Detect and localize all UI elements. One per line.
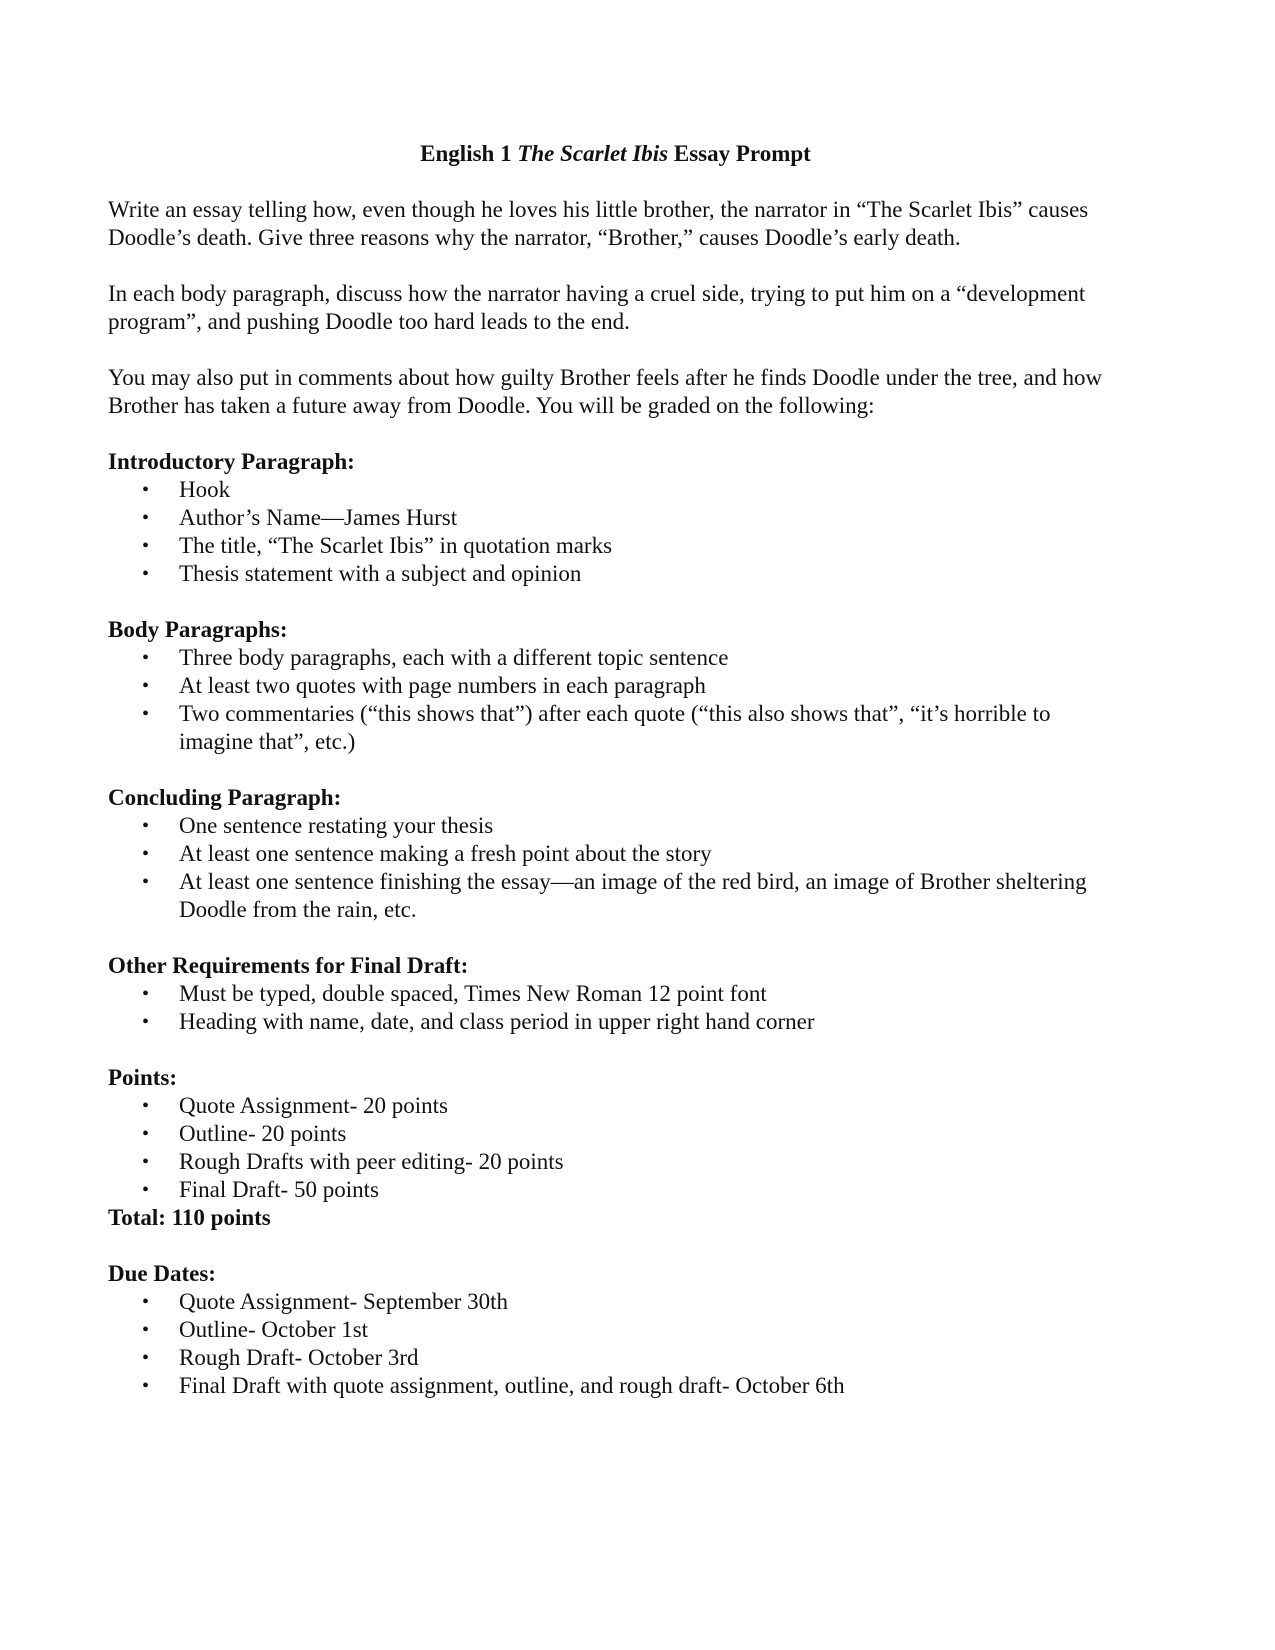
list-item-text: At least one sentence finishing the essay—an image of the red bird, an image of Brother sheltering Doodle from the rain, etc.	[179, 869, 1087, 922]
list-item	[108, 840, 1123, 868]
bullet-icon: •	[142, 1123, 150, 1145]
list-item	[108, 812, 1123, 840]
bullet-icon: •	[142, 871, 150, 893]
document-title	[108, 140, 1123, 168]
section-heading: Due Dates:	[108, 1261, 216, 1286]
list-item-text: Outline- 20 points	[179, 1121, 347, 1146]
bullet-list	[108, 644, 1123, 756]
section-concluding	[108, 784, 1123, 924]
list-item-text: At least one sentence making a fresh point about the story	[179, 841, 712, 866]
list-item	[108, 1008, 1123, 1036]
section-body-paragraphs	[108, 616, 1123, 756]
section-points	[108, 1064, 1123, 1232]
bullet-icon: •	[142, 1151, 150, 1173]
list-item	[108, 476, 1123, 504]
list-item-text: At least two quotes with page numbers in each paragraph	[179, 673, 706, 698]
bullet-list	[108, 812, 1123, 924]
list-item-text: Rough Drafts with peer editing- 20 points	[179, 1149, 564, 1174]
bullet-icon: •	[142, 647, 150, 669]
bullet-icon: •	[142, 983, 150, 1005]
list-item	[108, 1148, 1123, 1176]
bullet-icon: •	[142, 563, 150, 585]
list-item-text: Author’s Name—James Hurst	[179, 505, 458, 530]
list-item-text: One sentence restating your thesis	[179, 813, 494, 838]
list-item	[108, 1120, 1123, 1148]
title-prefix: English 1	[420, 141, 518, 166]
list-item-text: Two commentaries (“this shows that”) after each quote (“this also shows that”, “it’s horrible to imagine that”, etc.)	[179, 701, 1051, 754]
list-item	[108, 532, 1123, 560]
list-item-text: Must be typed, double spaced, Times New Roman 12 point font	[179, 981, 767, 1006]
bullet-icon: •	[142, 703, 150, 725]
list-item-text: Heading with name, date, and class period in upper right hand corner	[179, 1009, 815, 1034]
list-item	[108, 980, 1123, 1008]
list-item	[108, 700, 1123, 756]
section-due-dates	[108, 1260, 1123, 1400]
list-item	[108, 1344, 1123, 1372]
bullet-list	[108, 980, 1123, 1036]
list-item	[108, 1288, 1123, 1316]
section-other-requirements	[108, 952, 1123, 1036]
bullet-list	[108, 1092, 1123, 1204]
section-heading: Introductory Paragraph:	[108, 449, 355, 474]
list-item-text: The title, “The Scarlet Ibis” in quotation marks	[179, 533, 613, 558]
bullet-icon: •	[142, 507, 150, 529]
grading-paragraph: You may also put in comments about how guilty Brother feels after he finds Doodle under the tree, and how Brother has taken a future away from Doodle. You will be graded on the following:	[108, 365, 1103, 418]
list-item	[108, 1092, 1123, 1120]
bullet-icon: •	[142, 815, 150, 837]
bullet-list	[108, 476, 1123, 588]
section-heading: Concluding Paragraph:	[108, 785, 342, 810]
bullet-icon: •	[142, 479, 150, 501]
list-item-text: Final Draft- 50 points	[179, 1177, 379, 1202]
list-item	[108, 1316, 1123, 1344]
list-item	[108, 672, 1123, 700]
bullet-icon: •	[142, 1319, 150, 1341]
points-total: Total: 110 points	[108, 1205, 271, 1230]
list-item-text: Rough Draft- October 3rd	[179, 1345, 419, 1370]
title-italic: The Scarlet Ibis	[517, 141, 669, 166]
list-item-text: Outline- October 1st	[179, 1317, 369, 1342]
list-item	[108, 504, 1123, 532]
bullet-icon: •	[142, 843, 150, 865]
list-item	[108, 1176, 1123, 1204]
list-item	[108, 868, 1123, 924]
section-heading: Body Paragraphs:	[108, 617, 288, 642]
bullet-list	[108, 1288, 1123, 1400]
list-item-text: Quote Assignment- September 30th	[179, 1289, 508, 1314]
bullet-icon: •	[142, 1095, 150, 1117]
list-item	[108, 1372, 1123, 1400]
bullet-icon: •	[142, 1347, 150, 1369]
body-instructions-paragraph: In each body paragraph, discuss how the narrator having a cruel side, trying to put him on a “development program”, and pushing Doodle too hard leads to the end.	[108, 281, 1086, 334]
bullet-icon: •	[142, 1179, 150, 1201]
list-item	[108, 560, 1123, 588]
bullet-icon: •	[142, 1291, 150, 1313]
bullet-icon: •	[142, 675, 150, 697]
list-item-text: Hook	[179, 477, 231, 502]
section-heading: Other Requirements for Final Draft:	[108, 953, 469, 978]
list-item-text: Thesis statement with a subject and opinion	[179, 561, 582, 586]
title-suffix: Essay Prompt	[668, 141, 811, 166]
list-item	[108, 644, 1123, 672]
document-page	[108, 140, 1123, 1428]
section-introductory	[108, 448, 1123, 588]
list-item-text: Three body paragraphs, each with a different topic sentence	[179, 645, 729, 670]
intro-paragraph: Write an essay telling how, even though he loves his little brother, the narrator in “The Scarlet Ibis” causes Doodle’s death. Give three reasons why the narrator, “Brother,” causes Doodle’s early death.	[108, 197, 1089, 250]
bullet-icon: •	[142, 535, 150, 557]
bullet-icon: •	[142, 1011, 150, 1033]
list-item-text: Final Draft with quote assignment, outline, and rough draft- October 6th	[179, 1373, 845, 1398]
list-item-text: Quote Assignment- 20 points	[179, 1093, 448, 1118]
bullet-icon: •	[142, 1375, 150, 1397]
section-heading: Points:	[108, 1065, 177, 1090]
